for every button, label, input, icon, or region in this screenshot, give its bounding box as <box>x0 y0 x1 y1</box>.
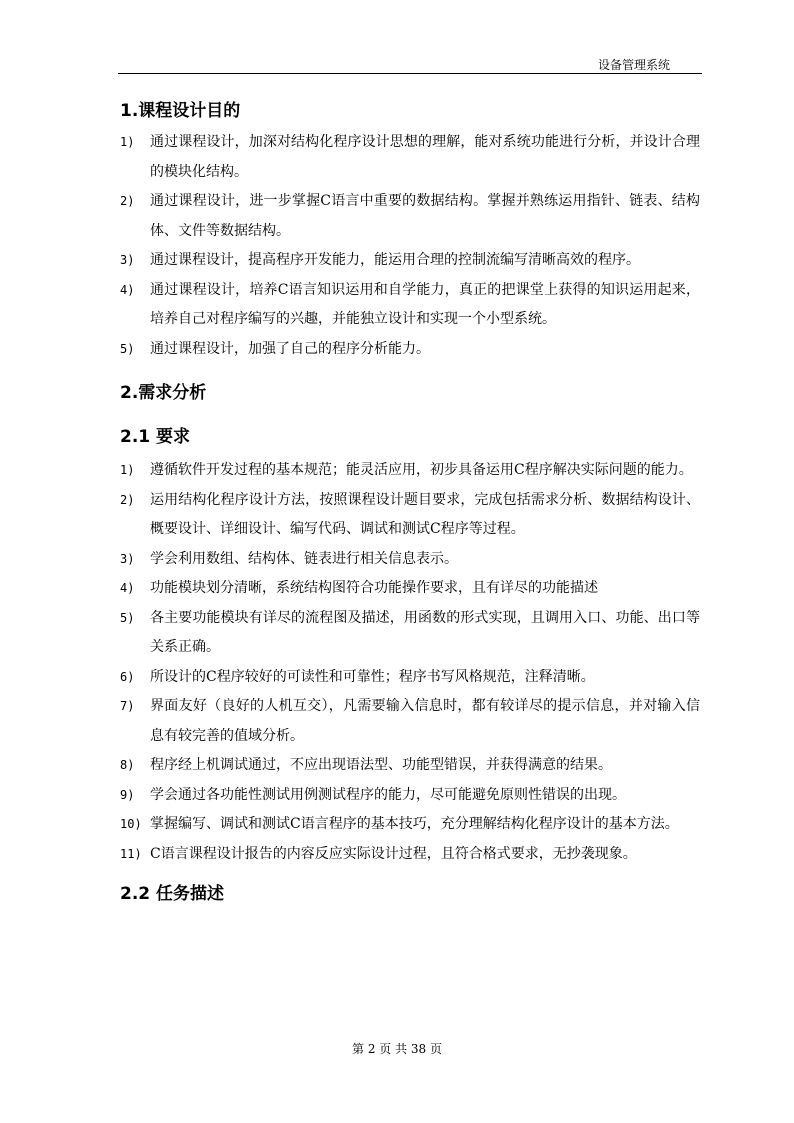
section-2-2-heading: 2.2 任务描述 <box>120 884 225 904</box>
list-item-text: 运用结构化程序设计方法，按照课程设计题目要求，完成包括需求分析、数据结构设计、概要设计、详细设计、编写代码、调试和测试C程序等过程。 <box>150 491 700 537</box>
section-1-list <box>120 128 700 364</box>
list-item <box>120 246 700 276</box>
list-item-number: 11) <box>120 846 142 861</box>
list-item <box>120 810 700 840</box>
page-content <box>120 96 700 913</box>
list-item <box>120 604 700 663</box>
list-item <box>120 545 700 575</box>
running-header: 设备管理系统 <box>597 58 670 72</box>
list-item-number: 4) <box>120 581 135 595</box>
list-item <box>120 335 700 365</box>
list-item-text: 各主要功能模块有详尽的流程图及描述，用函数的形式实现，且调用入口、功能、出口等关系正确。 <box>150 609 700 655</box>
list-item <box>120 840 700 870</box>
section-2-1-heading: 2.1 要求 <box>120 427 191 447</box>
list-item-number: 1) <box>120 135 135 149</box>
list-item-number: 9) <box>120 787 135 802</box>
list-item-number: 5) <box>120 610 135 625</box>
list-item-text: 通过课程设计，进一步掌握C语言中重要的数据结构。掌握并熟练运用指针、链表、结构体、文件等数据结构。 <box>150 193 700 239</box>
header-rule <box>118 73 702 74</box>
list-item-text: 学会利用数组、结构体、链表进行相关信息表示。 <box>150 550 458 567</box>
list-item-text: 学会通过各功能性测试用例测试程序的能力，尽可能避免原则性错误的出现。 <box>150 786 626 803</box>
list-item-text: 遵循软件开发过程的基本规范；能灵活应用，初步具备运用C程序解决实际问题的能力。 <box>150 462 693 478</box>
list-item-number: 3) <box>120 551 135 566</box>
list-item <box>120 574 700 604</box>
list-item-number: 2) <box>120 194 135 208</box>
section-2-1-list <box>120 456 700 869</box>
list-item-text: C语言课程设计报告的内容反应实际设计过程，且符合格式要求，无抄袭现象。 <box>150 845 637 862</box>
list-item <box>120 276 700 335</box>
section-2-heading: 2.需求分析 <box>120 383 207 403</box>
list-item-text: 界面友好（良好的人机互交），凡需要输入信息时，都有较详尽的提示信息，并对输入信息有较完善的值域分析。 <box>150 698 700 744</box>
list-item <box>120 751 700 781</box>
list-item-text: 掌握编写、调试和测试C语言程序的基本技巧，充分理解结构化程序设计的基本方法。 <box>150 816 679 832</box>
list-item-number: 2) <box>120 492 135 507</box>
list-item <box>120 187 700 246</box>
list-item-number: 8) <box>120 758 135 772</box>
list-item-text: 通过课程设计，加深对结构化程序设计思想的理解，能对系统功能进行分析，并设计合理的模块化结构。 <box>150 134 700 180</box>
list-item-text: 所设计的C程序较好的可读性和可靠性；程序书写风格规范，注释清晰。 <box>150 668 595 685</box>
list-item-number: 4) <box>120 282 135 297</box>
list-item <box>120 781 700 811</box>
list-item-number: 10) <box>120 817 142 831</box>
list-item <box>120 456 700 486</box>
list-item <box>120 128 700 187</box>
list-item-number: 3) <box>120 253 135 267</box>
list-item-text: 通过课程设计，提高程序开发能力，能运用合理的控制流编写清晰高效的程序。 <box>150 252 640 268</box>
list-item-text: 功能模块划分清晰，系统结构图符合功能操作要求，且有详尽的功能描述 <box>150 580 598 596</box>
page-number-footer: 第 2 页 共 38 页 <box>352 1042 442 1056</box>
list-item-text: 通过课程设计，加强了自己的程序分析能力。 <box>150 340 430 357</box>
list-item <box>120 692 700 751</box>
section-1-heading: 1.课程设计目的 <box>120 101 241 121</box>
list-item-number: 6) <box>120 669 135 684</box>
list-item-text: 程序经上机调试通过，不应出现语法型、功能型错误，并获得满意的结果。 <box>150 757 612 773</box>
list-item-number: 1) <box>120 463 135 477</box>
list-item <box>120 486 700 545</box>
list-item-number: 5) <box>120 341 135 356</box>
list-item-number: 7) <box>120 699 135 713</box>
list-item-text: 通过课程设计，培养C语言知识运用和自学能力，真正的把课堂上获得的知识运用起来，培养自己对程序编写的兴趣，并能独立设计和实现一个小型系统。 <box>150 281 700 327</box>
list-item <box>120 663 700 693</box>
